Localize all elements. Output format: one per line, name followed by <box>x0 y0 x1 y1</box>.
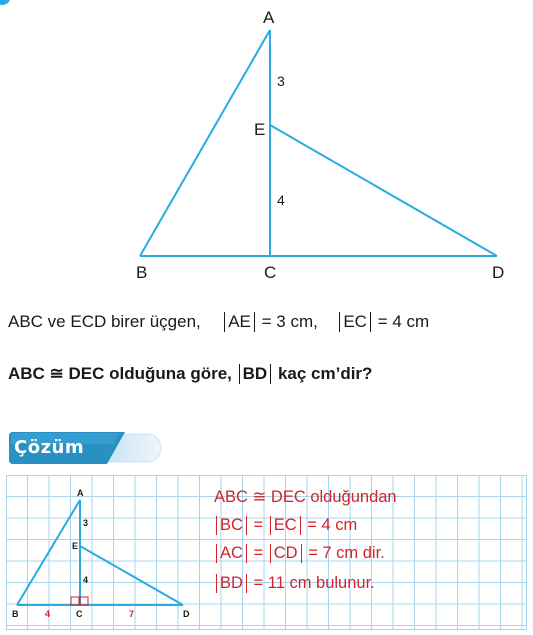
abs-bc: BC <box>216 516 247 535</box>
solution-line3-tail: = 7 cm dir. <box>308 544 385 562</box>
solution-line1: ABC ≅ DEC olduğundan <box>214 488 397 506</box>
solution-line4-tail: = 11 cm bulunur. <box>253 574 375 592</box>
mini-cd-length: 7 <box>129 609 135 619</box>
right-angle-marker-left <box>71 597 79 605</box>
solution-line3 <box>214 544 385 563</box>
mini-ec-length: 4 <box>83 575 89 585</box>
question-lead: ABC ≅ DEC olduğuna göre, <box>8 364 232 383</box>
segment-ed <box>270 125 497 256</box>
solution-line2-tail: = 4 cm <box>307 516 358 534</box>
main-triangle-figure <box>0 0 533 290</box>
point-a-label: A <box>263 8 275 27</box>
mini-bc-length: 4 <box>45 609 51 619</box>
abs-cd: CD <box>270 544 302 563</box>
ae-value: = 3 cm, <box>261 312 318 331</box>
point-c-label: C <box>264 263 277 282</box>
question-tail: kaç cm’dir? <box>277 364 373 383</box>
point-d-label: D <box>492 263 505 282</box>
mini-point-e: E <box>72 541 79 551</box>
mini-point-d: D <box>183 609 190 619</box>
eq-sign-2: = <box>253 544 264 562</box>
solution-line4 <box>214 574 375 593</box>
mini-point-a: A <box>77 488 84 498</box>
mini-point-b: B <box>12 609 19 619</box>
problem-statement-line1 <box>8 312 429 332</box>
abs-ec-solution: EC <box>270 516 301 535</box>
abs-ae: AE <box>224 312 255 332</box>
solution-heading: Çözüm <box>14 437 85 458</box>
mini-segment-ed <box>80 546 183 605</box>
abs-ec: EC <box>339 312 371 332</box>
abs-bd: BD <box>239 364 272 384</box>
right-angle-marker-right <box>80 597 88 605</box>
problem-lead: ABC ve ECD birer üçgen, <box>8 312 201 331</box>
solution-line2 <box>214 516 357 535</box>
mini-segment-ab <box>17 500 80 605</box>
problem-question-line2 <box>8 364 372 384</box>
ec-value: = 4 cm <box>377 312 430 331</box>
segment-ec-length: 4 <box>277 192 285 208</box>
segment-ab <box>140 30 270 256</box>
segment-ae-length: 3 <box>277 73 285 89</box>
mini-point-c: C <box>76 609 83 619</box>
abs-bd-solution: BD <box>216 574 247 593</box>
mini-ae-length: 3 <box>83 518 89 528</box>
point-e-label: E <box>254 120 266 139</box>
eq-sign-1: = <box>253 516 264 534</box>
abs-ac: AC <box>216 544 247 563</box>
point-b-label: B <box>136 263 148 282</box>
